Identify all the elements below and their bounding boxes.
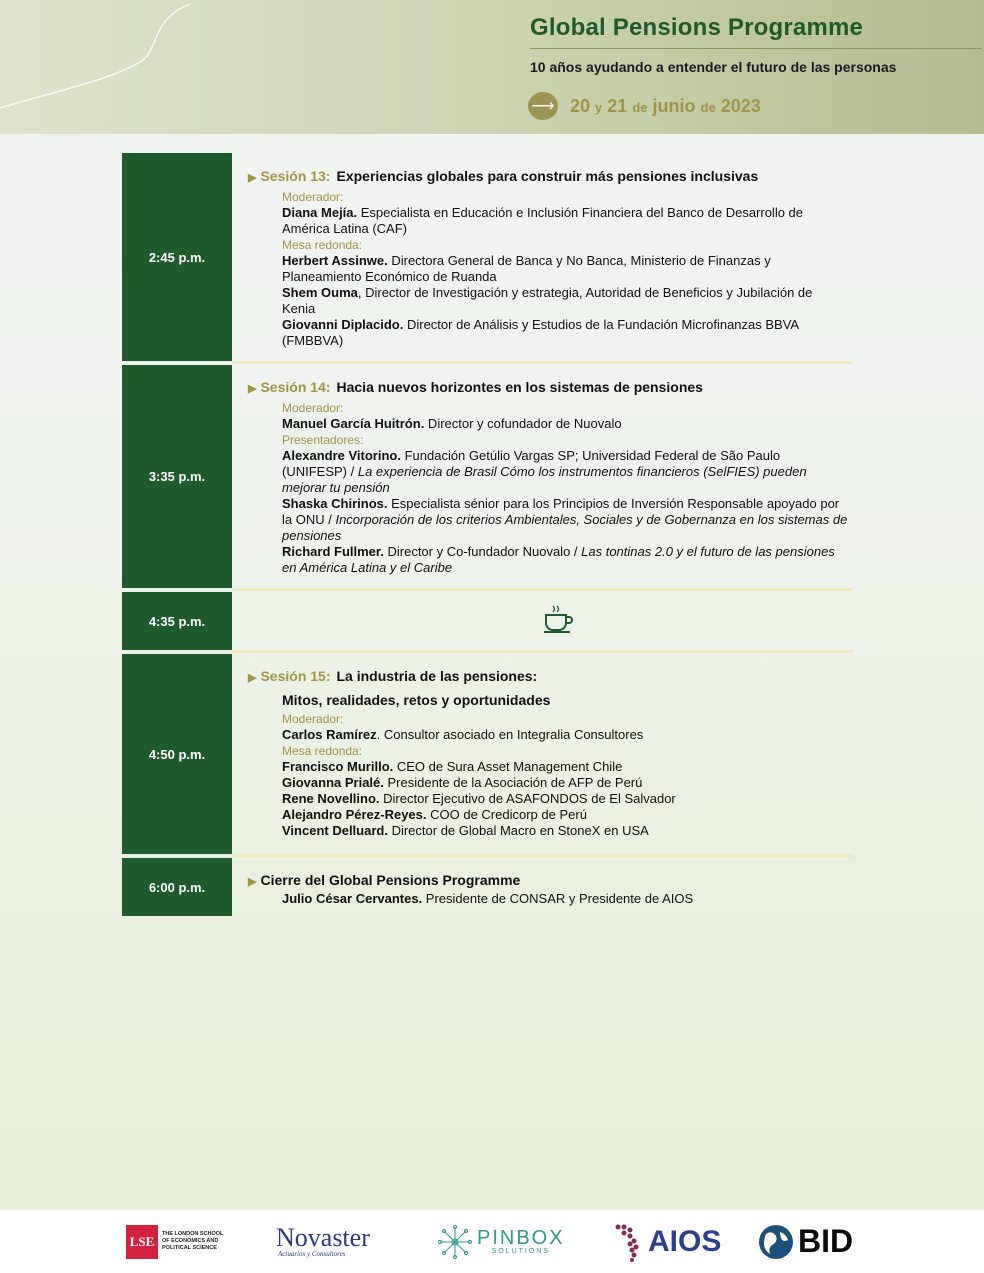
arrow-right-icon: ⟶ xyxy=(528,92,558,120)
aios-logo: AIOS xyxy=(612,1210,721,1273)
closing-row xyxy=(122,858,853,916)
row-separator xyxy=(232,854,853,857)
session-content xyxy=(248,167,848,349)
participant: Giovanna Prialé. Presidente de la Asociación de AFP de Perú xyxy=(282,775,643,790)
row-separator xyxy=(232,361,853,364)
role-label: Presentadores: xyxy=(282,433,364,447)
session-content xyxy=(248,871,848,907)
bid-logo: BID xyxy=(758,1210,853,1273)
session-14-row xyxy=(122,365,853,588)
session-heading: ▶ Sesión 15: La industria de las pensiones: xyxy=(248,668,538,684)
time-slot: 3:35 p.m. xyxy=(122,365,232,588)
session-15-row xyxy=(122,654,853,854)
participant: Herbert Assinwe. Directora General de Banca y No Banca, Ministerio de Finanzas y Planeamiento Económico de Ruanda xyxy=(282,253,771,284)
time-slot: 4:50 p.m. xyxy=(122,654,232,854)
participant: Julio César Cervantes. Presidente de CONSAR y Presidente de AIOS xyxy=(282,891,694,906)
sponsor-footer xyxy=(0,1210,984,1273)
title-divider xyxy=(530,48,982,49)
session-13-row xyxy=(122,153,853,361)
participant: Manuel García Huitrón. Director y cofundador de Nuovalo xyxy=(282,416,622,431)
triangle-bullet-icon: ▶ xyxy=(248,876,257,888)
row-separator xyxy=(232,588,853,591)
participant: Alexandre Vitorino. Fundación Getúlio Vargas SP; Universidad Federal de São Paulo (UNIFESP) / La experiencia de Brasil Cómo los instrumentos financieros (SelFIES) pueden mejorar tu pensión xyxy=(282,448,807,495)
header-banner xyxy=(0,0,984,134)
participant: Shem Ouma, Director de Investigación y estrategia, Autoridad de Beneficios y Jubilación de Kenia xyxy=(282,285,813,316)
lse-logo: LSE THE LONDON SCHOOL OF ECONOMICS AND POLITICAL SCIENCE xyxy=(126,1210,224,1273)
triangle-bullet-icon: ▶ xyxy=(248,383,257,395)
date-text: 20 y 21 de junio de 2023 xyxy=(570,95,761,116)
role-label: Moderador: xyxy=(282,190,344,204)
break-row xyxy=(122,592,853,650)
participant: Carlos Ramírez. Consultor asociado en Integralia Consultores xyxy=(282,727,644,742)
time-slot: 6:00 p.m. xyxy=(122,858,232,916)
triangle-bullet-icon: ▶ xyxy=(248,172,257,184)
programme-subtitle: 10 años ayudando a entender el futuro de las personas xyxy=(530,59,897,75)
time-slot: 2:45 p.m. xyxy=(122,153,232,361)
participant: Vincent Delluard. Director de Global Macro en StoneX en USA xyxy=(282,823,649,838)
session-content xyxy=(248,667,848,839)
time-slot: 4:35 p.m. xyxy=(122,592,232,650)
triangle-bullet-icon: ▶ xyxy=(248,672,257,684)
americas-dots-icon xyxy=(612,1222,648,1262)
session-heading: ▶ Cierre del Global Pensions Programme xyxy=(248,872,521,888)
participant: Shaska Chirinos. Especialista sénior para los Principios de Inversión Responsable apoyado por la ONU / Incorporación de los criterios Ambientales, Sociales y de Gobernanza en los sistemas de pensiones xyxy=(282,496,848,543)
row-separator xyxy=(232,650,853,653)
participant: Diana Mejía. Especialista en Educación e Inclusión Financiera del Banco de Desarrollo de América Latina (CAF) xyxy=(282,205,804,236)
novaster-logo: Novaster Actuarios y Consultores xyxy=(276,1222,370,1258)
participant: Richard Fullmer. Director y Co-fundador Nuovalo / Las tontinas 2.0 y el futuro de las pensiones en América Latina y el Caribe xyxy=(282,544,835,575)
session-body xyxy=(282,711,848,839)
role-label: Mesa redonda: xyxy=(282,744,363,758)
session-body xyxy=(282,891,848,907)
session-subheading: Mitos, realidades, retos y oportunidades xyxy=(282,692,551,708)
coffee-cup-icon xyxy=(542,604,574,634)
programme-title: Global Pensions Programme xyxy=(530,14,864,41)
session-content xyxy=(248,378,848,576)
session-body xyxy=(282,189,848,349)
participant: Rene Novellino. Director Ejecutivo de ASAFONDOS de El Salvador xyxy=(282,791,676,806)
decorative-swoosh-icon xyxy=(0,0,220,134)
pinbox-logo: PINBOX SOLUTIONS xyxy=(437,1210,565,1273)
role-label: Moderador: xyxy=(282,401,344,415)
role-label: Mesa redonda: xyxy=(282,238,363,252)
session-heading: ▶ Sesión 14: Hacia nuevos horizontes en los sistemas de pensiones xyxy=(248,379,703,395)
session-heading: ▶ Sesión 13: Experiencias globales para construir más pensiones inclusivas xyxy=(248,168,759,184)
role-label: Moderador: xyxy=(282,712,344,726)
session-body xyxy=(282,400,848,576)
participant: Alejandro Pérez-Reyes. COO de Credicorp de Perú xyxy=(282,807,587,822)
participant: Giovanni Diplacido. Director de Análisis y Estudios de la Fundación Microfinanzas BBVA (FMBBVA) xyxy=(282,317,799,348)
bid-globe-icon xyxy=(758,1224,794,1260)
participant: Francisco Murillo. CEO de Sura Asset Management Chile xyxy=(282,759,623,774)
pinbox-network-icon xyxy=(437,1224,473,1260)
event-date xyxy=(528,92,761,120)
